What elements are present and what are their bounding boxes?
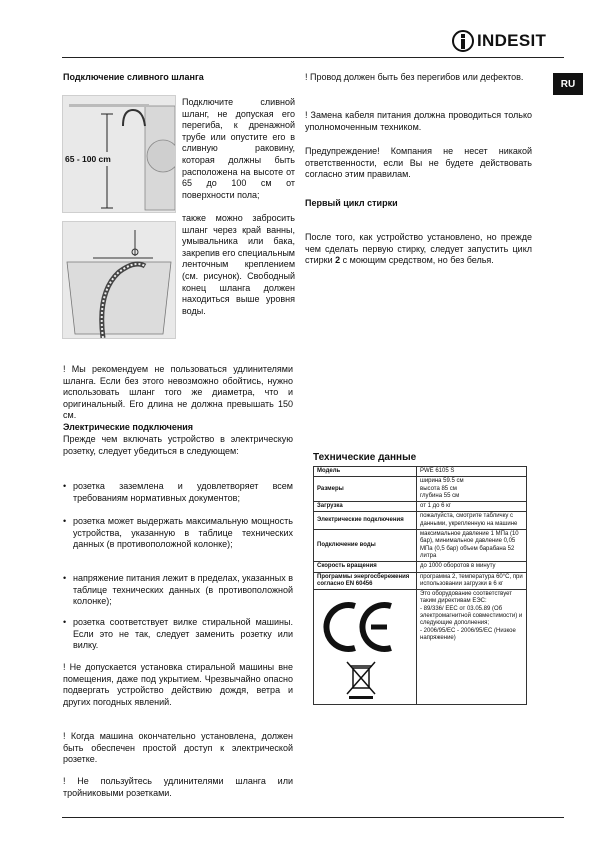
table-row: Программы энергосбережения согласно EN 60456 программа 2, температура 60°C, при использовании загрузки в 6 кг — [314, 572, 527, 590]
ce-directives-text: Это оборудование соответствует таким директивам ЕЭС: - 89/336/ ЕЕС от 03.05.89 (Об электромагнитной совместимости) и следующие дополнения; - 2006/95/ЕС - 2006/95/ЕС (Низкое напряжение) — [417, 590, 527, 705]
tech-data-title: Технические данные — [313, 452, 417, 463]
indesit-logo — [452, 28, 564, 54]
bullet-text: розетка может выдержать максимальную мощность устройства, указанную в таблице технических данных (в противоположной колонке); — [73, 516, 293, 550]
bullet-item-grounded — [63, 481, 293, 504]
bullet-item-voltage — [63, 573, 293, 608]
bullet-text: розетка соответствует вилке стиральной машины. Если это не так, следует заменить розетку или вилку. — [73, 617, 293, 651]
electrical-title: Электрические подключения — [63, 422, 194, 432]
brand-name: INDESIT — [477, 31, 547, 50]
drain-tub-figure — [62, 221, 176, 339]
extension-warning: ! Мы рекомендуем не пользоваться удлинителями шланга. Если без этого невозможно обойтись, нужно использовать шланг того же диаметра, что и оригинальный. Его длина не должна превышать 150 см. — [63, 364, 293, 421]
bullet-text: напряжение питания лежит в пределах, указанных в таблице технических данных (в противоположной колонке); — [73, 573, 293, 607]
top-divider — [62, 57, 564, 58]
ce-mark-icon — [317, 592, 407, 700]
height-range-label: 65 - 100 cm — [65, 154, 111, 164]
bullet-marker: • — [63, 481, 67, 491]
cycle-number: 2 — [335, 255, 341, 266]
indesit-logo-icon — [452, 30, 474, 52]
table-row: Размеры ширина 59.5 см высота 85 см глубина 55 см — [314, 477, 527, 502]
bullet-item-power — [63, 516, 293, 551]
cable-replace-warning: ! Замена кабеля питания должна проводиться только уполномоченным техником. — [305, 110, 532, 132]
bullet-marker: • — [63, 573, 67, 583]
drain-height-figure — [62, 95, 176, 213]
first-cycle-title: Первый цикл стирки — [305, 198, 398, 208]
table-row: Скорость вращения до 1000 оборотов в минуту — [314, 562, 527, 572]
bottom-divider — [62, 817, 564, 818]
table-row: Загрузка от 1 до 6 кг — [314, 502, 527, 512]
tech-data-table — [313, 466, 527, 705]
outdoor-warning: ! Не допускается установка стиральной машины вне помещения, даже под укрытием. Чрезвычайно опасно подвергать устройство действию дождя, ветра и других погодных явлений. — [63, 662, 293, 707]
language-badge: RU — [553, 73, 583, 95]
bullet-text: розетка заземлена и удовлетворяет всем требованиям нормативных документов; — [73, 481, 293, 503]
drain-tub-text: также можно забросить шланг через край ванны, умывальника или бака, закрепив его специальным ленточным креплением (см. рисунок). Свободный конец шланга должен находиться выше уровня воды. — [182, 213, 295, 316]
table-row: Подключение воды максимальное давление 1 МПа (10 бар), минимальное давление 0,05 МПа (0,5 бар) объем барабана 52 литра — [314, 530, 527, 562]
tee-socket-warning: ! Не пользуйтесь удлинителями шланга или тройниковыми розетками. — [63, 776, 293, 798]
first-cycle-text: После того, как устройство установлено, но прежде чем сделать первую стирку, следует запустить цикл стирки 2 с моющим средством, но без белья. — [305, 232, 532, 266]
tub-hose-illustration — [63, 222, 175, 338]
ce-marks-cell — [314, 590, 417, 705]
bullet-marker: • — [63, 516, 67, 526]
liability-disclaimer: Предупреждение! Компания не несет никакой ответственности, если Вы не будете действовать согласно этим правилам. — [305, 146, 532, 180]
table-row: Электрические подключения пожалуйста, смотрите табличку с данными, укрепленную на машине — [314, 512, 527, 530]
electrical-intro: Прежде чем включать устройство в электрическую розетку, следует убедиться в следующем: — [63, 434, 293, 456]
drain-hose-title: Подключение сливного шланга — [63, 72, 204, 82]
table-row — [314, 590, 527, 705]
weee-bin-icon — [347, 662, 375, 699]
socket-access-warning: ! Когда машина окончательно установлена, должен быть обеспечен простой доступ к электрической розетке. — [63, 731, 293, 765]
bullet-item-plug — [63, 617, 293, 652]
cable-warning: ! Провод должен быть без перегибов или дефектов. — [305, 72, 524, 82]
table-row: Модель PWE 6105 S — [314, 467, 527, 477]
drain-height-text: Подключите сливной шланг, не допуская его перегиба, к дренажной трубе или опустите его в сливную раковину, которая должны быть расположена на высоте от 65 до 100 см от поверхности пола; — [182, 97, 295, 200]
bullet-marker: • — [63, 617, 67, 627]
